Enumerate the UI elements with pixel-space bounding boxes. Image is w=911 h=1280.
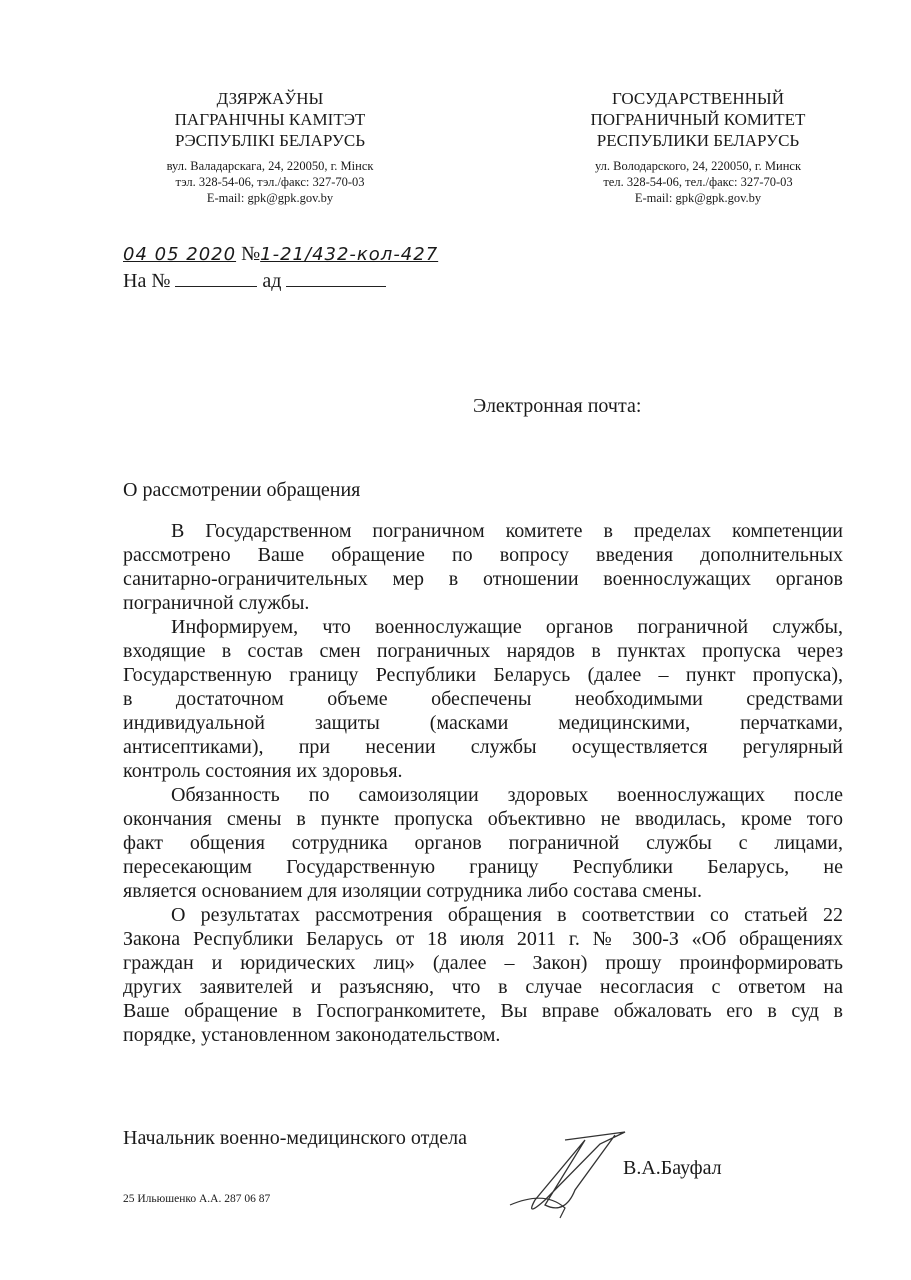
paragraph-line: Информируем, что военнослужащие органов пограничной службы,: [171, 616, 843, 638]
paragraph-line: окончания смены в пункте пропуска объективно не вводилась, кроме того: [123, 808, 843, 830]
reply-reference: [123, 270, 386, 293]
number-sign: №: [241, 243, 261, 265]
paragraph-line: В Государственном пограничном комитете в пределах компетенции: [171, 520, 843, 542]
reply-number-blank: [175, 270, 257, 287]
org-line: ПАГРАНІЧНЫ КАМІТЭТ: [174, 110, 366, 129]
org-line: РЭСПУБЛІКІ БЕЛАРУСЬ: [174, 131, 365, 150]
paragraph-line: О результатах рассмотрения обращения в соответствии со статьей 22: [171, 904, 843, 926]
paragraph-line: Обязанность по самоизоляции здоровых военнослужащих после: [171, 784, 843, 806]
letter-date: 04 05 2020: [123, 244, 237, 265]
paragraph: [123, 519, 843, 615]
paragraph-line: пограничной службы.: [123, 592, 310, 614]
email-line: E-mail: gpk@gpk.gov.by: [206, 191, 334, 205]
letter-number: 1-21/432-кол-427: [260, 244, 439, 265]
signatory-name: В.А.Бауфал: [623, 1157, 722, 1179]
paragraph-line: пересекающим Государственную границу Республики Беларусь, не: [123, 856, 843, 878]
phone-line: тел. 328-54-06, тел./факс: 327-70-03: [603, 175, 793, 189]
paragraph-line: Закона Республики Беларусь от 18 июля 2011 г. № 300-З «Об обращениях: [123, 928, 843, 950]
executor-note: 25 Ильюшенко А.А. 287 06 87: [123, 1193, 271, 1205]
paragraph-line: антисептиками), при несении службы осуществляется регулярный: [123, 736, 843, 758]
paragraph-line: индивидуальной защиты (масками медицинскими, перчатками,: [123, 712, 843, 734]
reply-date-label: ад: [262, 270, 282, 292]
handwritten-signature: [505, 1130, 635, 1220]
paragraph-line: граждан и юридических лиц» (далее – Закон) прошу проинформировать: [123, 952, 843, 974]
paragraph-line: других заявителей и разъясняю, что в случае несогласия с ответом на: [123, 976, 843, 998]
org-name-be: [120, 88, 420, 151]
recipient: Электронная почта:: [473, 395, 642, 417]
paragraph: [123, 783, 843, 903]
subject: О рассмотрении обращения: [123, 479, 361, 501]
address-line: ул. Володарского, 24, 220050, г. Минск: [594, 159, 802, 173]
signatory-title: Начальник военно-медицинского отдела: [123, 1127, 468, 1149]
reply-date-blank: [286, 270, 386, 287]
org-line: РЕСПУБЛИКИ БЕЛАРУСЬ: [596, 131, 800, 150]
org-line: ДЗЯРЖАЎНЫ: [216, 89, 324, 108]
paragraph-line: порядке, установленном законодательством.: [123, 1024, 501, 1046]
address-line: вул. Валадарскага, 24, 220050, г. Мінск: [166, 159, 374, 173]
org-line: ГОСУДАРСТВЕННЫЙ: [612, 89, 784, 108]
address-be: [120, 158, 420, 206]
paragraph-line: факт общения сотрудника органов пограничной службы с лицами,: [123, 832, 843, 854]
org-name-ru: [548, 88, 848, 151]
paragraph-line: Ваше обращение в Госпогранкомитете, Вы вправе обжаловать его в суд в: [123, 1000, 843, 1022]
paragraph-line: Государственную границу Республики Беларусь (далее – пункт пропуска),: [123, 664, 843, 686]
org-line: ПОГРАНИЧНЫЙ КОМИТЕТ: [590, 110, 806, 129]
paragraph-line: в достаточном объеме обеспечены необходимыми средствами: [123, 688, 843, 710]
email-line: E-mail: gpk@gpk.gov.by: [634, 191, 762, 205]
letterhead-russian: [548, 88, 848, 206]
letter-body: [123, 519, 843, 1047]
reference-line: [123, 243, 438, 266]
letterhead-belarusian: [120, 88, 420, 206]
paragraph-line: контроль состояния их здоровья.: [123, 760, 403, 782]
paragraph-line: рассмотрено Ваше обращение по вопросу введения дополнительных: [123, 544, 843, 566]
paragraph-line: санитарно-ограничительных мер в отношении военнослужащих органов: [123, 568, 843, 590]
paragraph-line: является основанием для изоляции сотрудника либо состава смены.: [123, 880, 702, 902]
paragraph: [123, 903, 843, 1047]
paragraph-line: входящие в состав смен пограничных нарядов в пунктах пропуска через: [123, 640, 843, 662]
reply-prefix: На №: [123, 270, 171, 292]
address-ru: [548, 158, 848, 206]
paragraph: [123, 615, 843, 783]
phone-line: тэл. 328-54-06, тэл./факс: 327-70-03: [175, 175, 365, 189]
